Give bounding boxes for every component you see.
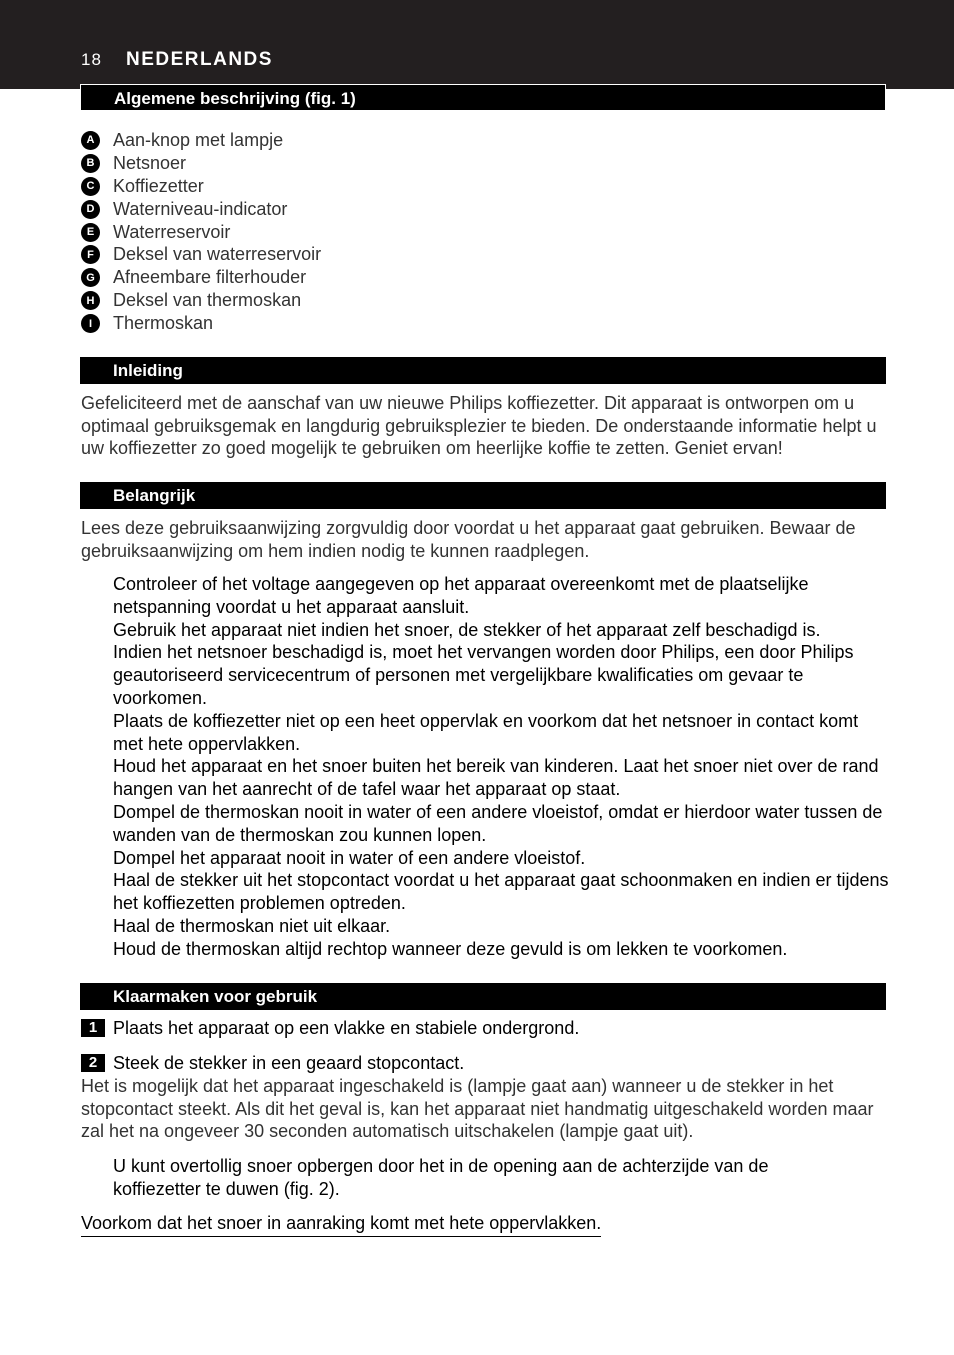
step-2-note: Het is mogelijk dat het apparaat ingeschakeld is (lampje gaat aan) wanneer u de stekker in het stopcontact steekt. Als dit het geval is, kan het apparaat niet handmatig uitgeschakeld worden maar zal het na ongeveer 30 seconden automatisch uitschakelen (lampje gaat uit). — [81, 1076, 874, 1142]
section-heading-prepare — [80, 983, 886, 1010]
list-item: Gebruik het apparaat niet indien het snoer, de stekker of het apparaat zelf beschadigd is. — [113, 619, 821, 640]
important-paragraph: Lees deze gebruiksaanwijzing zorgvuldig door voordat u het apparaat gaat gebruiken. Bewaar de gebruiksaanwijzing om hem indien nodig te kunnen raadplegen. — [81, 518, 856, 561]
list-item — [81, 175, 321, 198]
list-item — [81, 221, 321, 244]
part-label: Afneembare filterhouder — [113, 267, 307, 288]
letter-badge: B — [81, 154, 100, 173]
part-label: Deksel van thermoskan — [113, 290, 302, 311]
list-item — [81, 198, 321, 221]
cord-storage-tip — [113, 1155, 853, 1201]
part-label: Deksel van waterreservoir — [113, 244, 322, 265]
step-number: 2 — [81, 1054, 105, 1072]
part-label: Thermoskan — [113, 313, 214, 334]
step-text: Plaats het apparaat op een vlakke en stabiele ondergrond. — [113, 1018, 580, 1038]
intro-paragraph: Gefeliciteerd met de aanschaf van uw nieuwe Philips koffiezetter. Dit apparaat is ontworpen om u optimaal gebruiksgemak en langdurig gebruiksplezier te bieden. De onderstaande informatie helpt u uw koffiezetter zo goed mogelijk te gebruiken om heerlijke koffie te zetten. Geniet ervan! — [81, 393, 877, 459]
section-title: Belangrijk — [113, 486, 196, 505]
letter-badge: E — [81, 223, 100, 242]
list-item: Haal de stekker uit het stopcontact voordat u het apparaat gaat schoonmaken en indien er tijdens het koffiezetten problemen optreden. — [113, 870, 889, 914]
list-item — [81, 152, 321, 175]
list-item: Houd de thermoskan altijd rechtop wanneer deze gevuld is om lekken te voorkomen. — [113, 938, 788, 959]
page-number: 18 — [81, 50, 102, 69]
list-item: Dompel de thermoskan nooit in water of een andere vloeistof, omdat er hierdoor water tussen de wanden van de thermoskan zou kunnen lopen. — [113, 801, 883, 845]
section-title: Klaarmaken voor gebruik — [113, 987, 318, 1006]
list-item: Houd het apparaat en het snoer buiten het bereik van kinderen. Laat het snoer niet over de rand hangen van het aanrecht of de tafel waar het apparaat op staat. — [113, 756, 879, 800]
part-label: Netsnoer — [113, 152, 187, 173]
section-heading-intro — [80, 357, 886, 384]
tip-text: U kunt overtollig snoer opbergen door het in de opening aan de achterzijde van de koffiezetter te duwen (fig. 2). — [113, 1156, 769, 1199]
letter-badge: H — [81, 291, 100, 310]
list-item: Indien het netsnoer beschadigd is, moet het vervangen worden door Philips, een door Philips geautoriseerd servicecentrum of personen met vergelijkbare kwalificaties om gevaar te voorkomen. — [113, 642, 854, 708]
letter-badge: F — [81, 245, 100, 264]
letter-badge: A — [81, 131, 100, 150]
step-2 — [81, 1052, 464, 1074]
section-heading-important — [80, 482, 886, 509]
list-item — [81, 312, 321, 335]
part-label: Aan-knop met lampje — [113, 129, 284, 150]
part-label: Waterniveau-indicator — [113, 198, 288, 219]
safety-list — [113, 573, 893, 961]
list-item: Plaats de koffiezetter niet op een heet oppervlak en voorkom dat het netsnoer in contact komt met hete oppervlakken. — [113, 710, 859, 754]
list-item — [81, 243, 321, 266]
list-item: Haal de thermoskan niet uit elkaar. — [113, 915, 391, 936]
page-header-bar — [0, 0, 954, 89]
step-number: 1 — [81, 1019, 105, 1037]
parts-list — [81, 129, 321, 335]
list-item: Dompel het apparaat nooit in water of een andere vloeistof. — [113, 847, 586, 868]
list-item: Controleer of het voltage aangegeven op het apparaat overeenkomt met de plaatselijke netspanning voordat u het apparaat aansluit. — [113, 574, 809, 617]
list-item — [81, 266, 321, 289]
letter-badge: I — [81, 314, 100, 333]
section-title: Algemene beschrijving (fig. 1) — [114, 89, 356, 108]
step-text: Steek de stekker in een geaard stopcontact. — [113, 1053, 465, 1073]
letter-badge: D — [81, 200, 100, 219]
letter-badge: G — [81, 268, 100, 287]
section-title: Inleiding — [113, 361, 183, 380]
language-title: NEDERLANDS — [126, 49, 273, 70]
list-item — [81, 129, 321, 152]
letter-badge: C — [81, 177, 100, 196]
warning-text: Voorkom dat het snoer in aanraking komt met hete oppervlakken. — [81, 1212, 601, 1237]
list-item — [81, 289, 321, 312]
step-1 — [81, 1017, 579, 1039]
part-label: Koffiezetter — [113, 175, 204, 196]
section-heading-description — [80, 84, 886, 111]
part-label: Waterreservoir — [113, 221, 231, 242]
